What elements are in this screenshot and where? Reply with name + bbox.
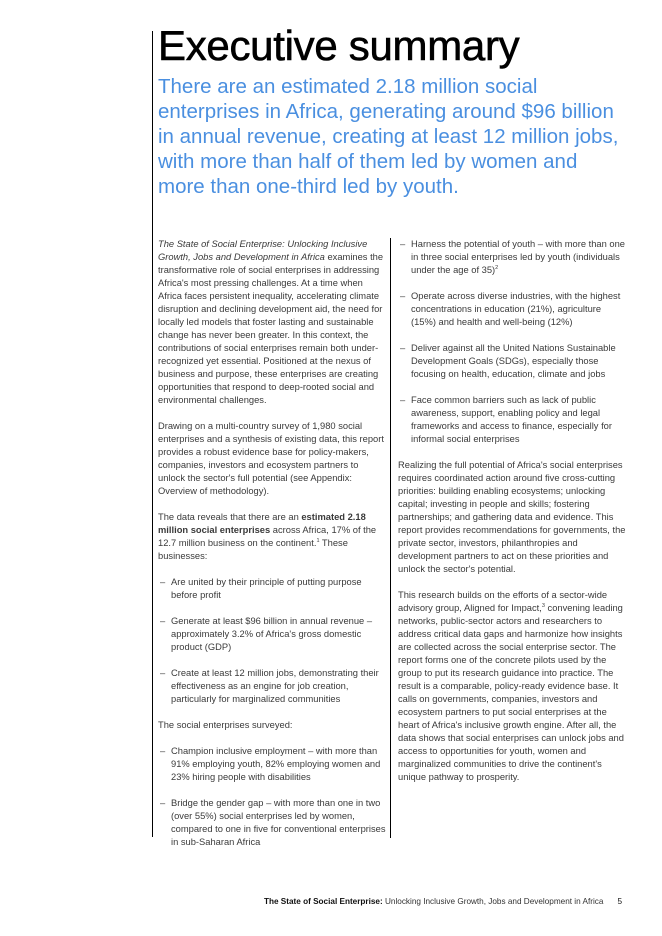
data-text-after: across Africa, 17% of the 12.7 million business on the continent.: [158, 525, 377, 548]
footer-report-title-bold: The State of Social Enterprise:: [263, 897, 383, 906]
left-vertical-rule: [152, 31, 153, 837]
list-item: – Champion inclusive employment – with more than 91% employing youth, 82% employing women and 23% hiring people with disabilities: [158, 745, 386, 784]
column-divider: [390, 238, 391, 838]
list-item: [398, 238, 626, 277]
surveyed-bullet-list: [158, 745, 386, 849]
list-item: – Bridge the gender gap – with more than one in two (over 55%) social enterprises led by women, compared to one in five for conventional enterprises in sub-Saharan Africa: [158, 797, 386, 849]
footer-report-title: Unlocking Inclusive Growth, Jobs and Development in Africa: [382, 897, 604, 906]
data-highlight: estimated 2.18 million social enterprises: [158, 512, 366, 535]
survey-paragraph: Drawing on a multi-country survey of 1,980 social enterprises and a synthesis of existing data, this report provides a robust evidence base for policy-makers, companies, investors and ecosystem partners to unlock the sector's full potential (see Appendix: Overview of methodology).: [158, 421, 384, 496]
page-footer: [264, 897, 622, 906]
youth-bullet-text: Harness the potential of youth – with more than one in three social enterprises led by youth (individuals under the age of 35): [411, 239, 625, 275]
data-paragraph: [158, 511, 386, 563]
list-item: – Deliver against all the United Nations Sustainable Development Goals (SDGs), especially those focusing on health, education, climate and jobs: [398, 342, 626, 381]
data-text-before: The data reveals that there are an: [158, 512, 302, 522]
research-text-after: convening leading networks, public-sector actors and researchers to address critical data gaps and harmonize how insights are collected across the social enterprise sector. The report forms one of the concrete pilots used by the group to put its research guidance into practice. The result is a comparable, policy-ready evidence base. It calls on governments, companies, investors and ecosystem partners to put social enterprises at the heart of Africa's inclusive growth engine. After all, the data shows that social enterprises can unlock jobs and access to opportunities for youth, women and marginalized communities to drive the continent's unique pathway to prosperity.: [398, 603, 624, 782]
surveyed-heading: The social enterprises surveyed:: [158, 720, 293, 730]
page-number: 5: [617, 897, 622, 906]
data-text-tail: These businesses:: [158, 538, 348, 561]
list-item: – Generate at least $96 billion in annual revenue – approximately 3.2% of Africa's gross domestic product (GDP): [158, 615, 386, 654]
left-column: [158, 238, 386, 862]
footnote-ref-2: 2: [495, 265, 499, 271]
surveyed-bullet-list-continued: [398, 238, 626, 446]
footnote-ref-1: 1: [316, 538, 320, 544]
business-bullet-list: [158, 576, 386, 706]
intro-text: examines the transformative role of social enterprises in addressing Africa's most pressing challenges. At a time when Africa faces persistent inequality, accelerating climate disruption and declining development aid, the need for locally led models that foster lasting and sustainable change has never been greater. In this context, the contributions of social enterprises remain both under-recognized yet essential. Positioned at the nexus of business and purpose, these enterprises are creating opportunities that respond to deep-rooted social and environmental challenges.: [158, 252, 384, 405]
research-paragraph: [398, 589, 626, 784]
page-title: Executive summary: [158, 22, 520, 69]
list-item: – Are united by their principle of putting purpose before profit: [158, 576, 386, 602]
report-title-italic: The State of Social Enterprise: Unlocking Inclusive Growth, Jobs and Development in Africa: [158, 239, 368, 262]
research-text-before: This research builds on the efforts of a sector-wide advisory group, Aligned for Impact,: [398, 590, 608, 613]
list-item: – Operate across diverse industries, with the highest concentrations in education (21%), agriculture (15%) and health and well-being (12%): [398, 290, 626, 329]
potential-paragraph: Realizing the full potential of Africa's social enterprises requires coordinated action around five cross-cutting priorities: building enabling ecosystems; unlocking capital; investing in people and skills; fostering partnerships; and gathering data and evidence. This report provides recommendations for governments, the private sector, investors, philanthropies and development partners to act on these priorities and unlock the sector's potential.: [398, 460, 626, 574]
lead-statement: There are an estimated 2.18 million social enterprises in Africa, generating around $96 billion in annual revenue, creating at least 12 million jobs, with more than half of them led by women and more than one-third led by youth.: [158, 75, 619, 198]
right-column: [398, 238, 626, 797]
list-item: – Face common barriers such as lack of public awareness, support, enabling policy and legal frameworks and access to finance, especially for informal social enterprises: [398, 394, 626, 446]
list-item: – Create at least 12 million jobs, demonstrating their effectiveness as an engine for job creation, particularly for marginalized communities: [158, 667, 386, 706]
intro-paragraph: [158, 238, 386, 407]
footnote-ref-3: 3: [541, 603, 545, 609]
